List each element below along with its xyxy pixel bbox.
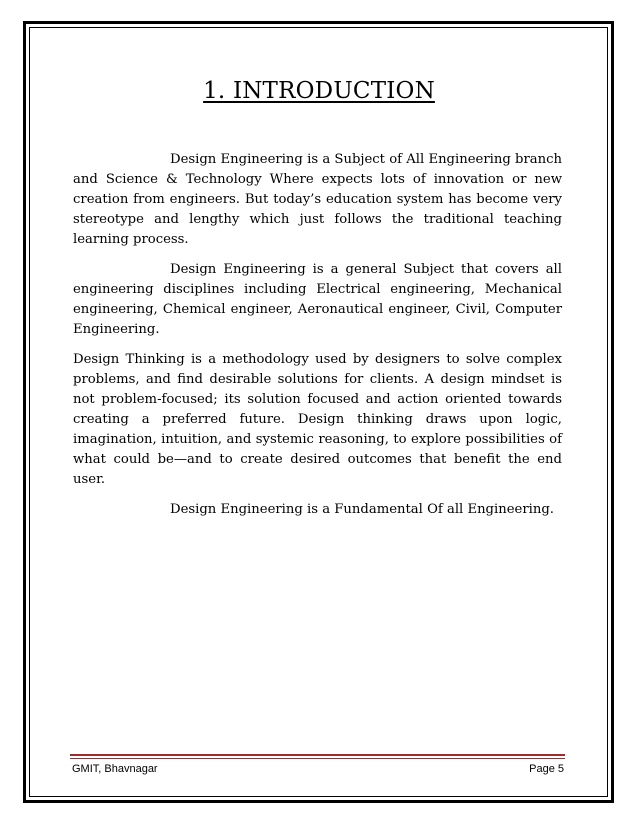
paragraph: Design Engineering is a Subject of All Engineering branch and Science & Technology Where expects lots of innovation or new creation from engineers. But today’s education system has become very stereotype and lengthy which just follows the traditional teaching learning process. <box>73 152 562 247</box>
footer-institution: GMIT, Bhavnagar <box>72 763 158 775</box>
paragraph: Design Engineering is a Fundamental Of all Engineering. <box>170 502 554 517</box>
footer-rule <box>70 754 565 756</box>
footer-rule-thin <box>70 758 565 759</box>
page-title: 1. INTRODUCTION <box>203 78 435 104</box>
page-number: Page 5 <box>529 763 564 775</box>
body-content <box>73 150 562 530</box>
paragraph: Design Thinking is a methodology used by designers to solve complex problems, and find desirable solutions for clients. A design mindset is not problem-focused; its solution focused and action oriented towards creating a preferred future. Design thinking draws upon logic, imagination, intuition, and systemic reasoning, to explore possibilities of what could be—and to create desired outcomes that benefit the end user. <box>73 352 562 487</box>
footer <box>72 763 564 775</box>
paragraph: Design Engineering is a general Subject that covers all engineering disciplines including Electrical engineering, Mechanical engineering, Chemical engineer, Aeronautical engineer, Civil, Computer Engineering. <box>73 262 562 337</box>
